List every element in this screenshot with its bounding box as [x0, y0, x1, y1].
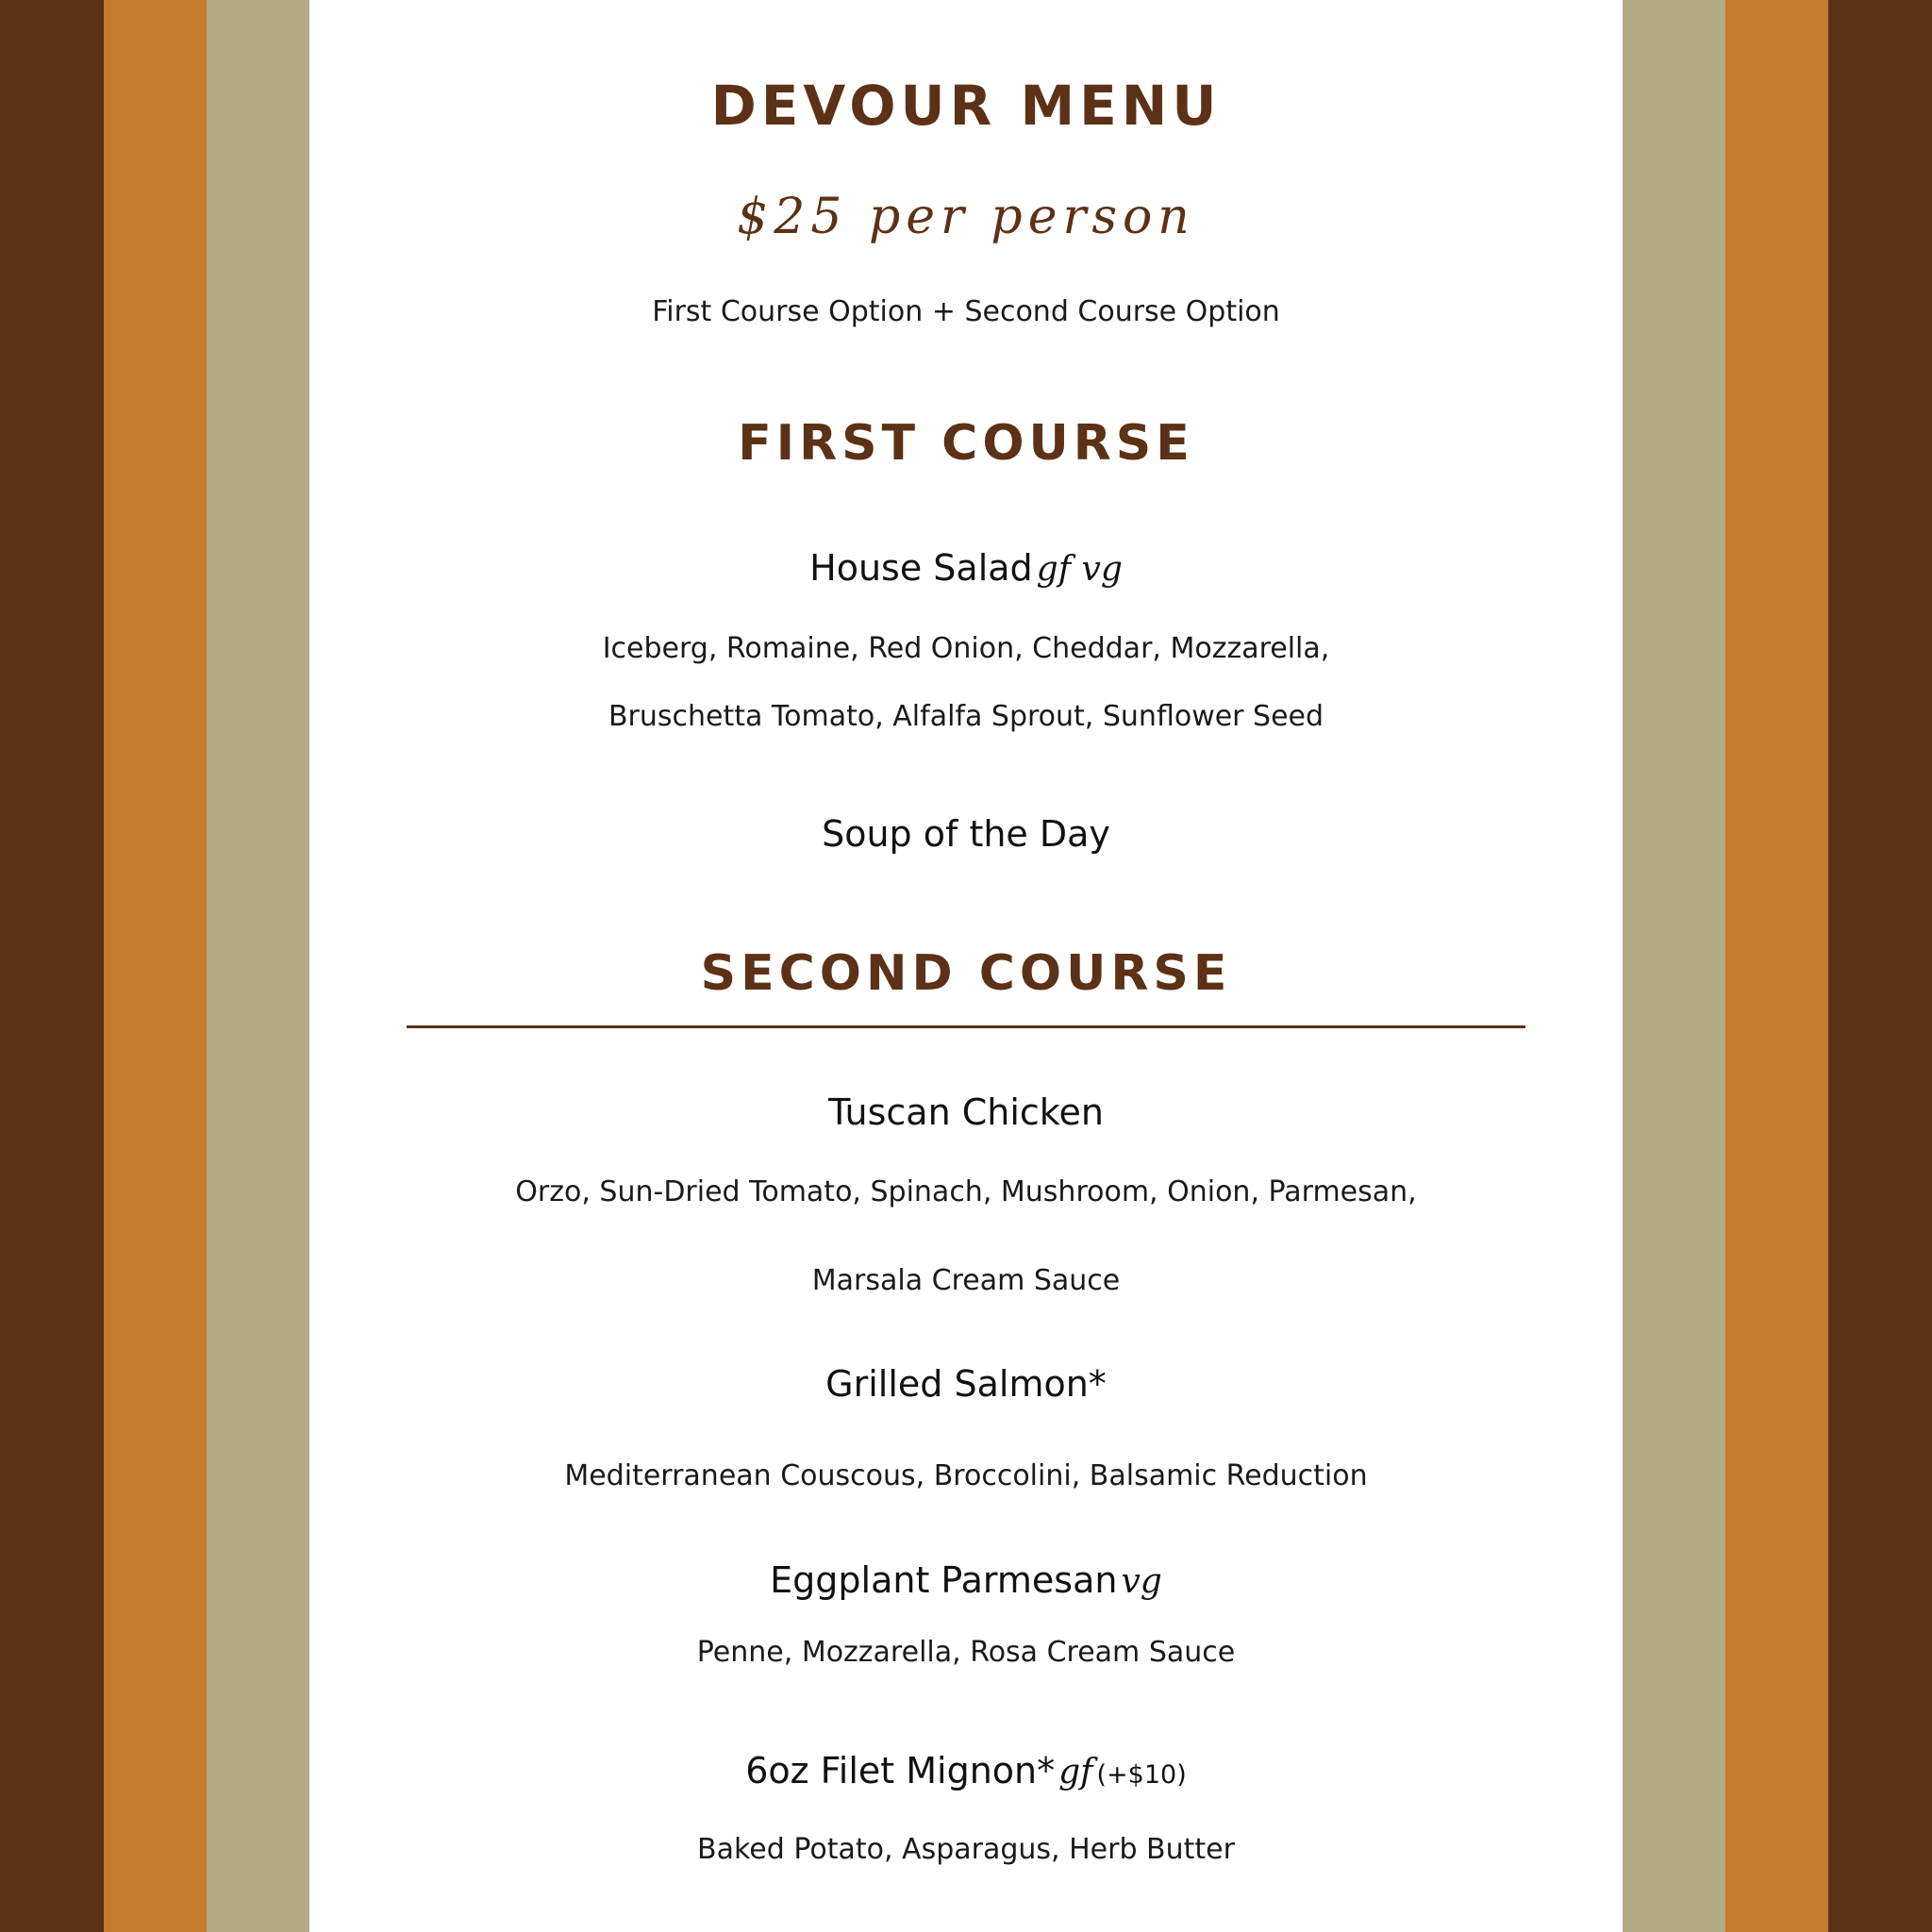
menu-title: DEVOUR MENU — [710, 74, 1222, 138]
menu-content — [309, 0, 1623, 1932]
menu-item-house-salad — [309, 547, 1623, 589]
left-khaki-stripe — [207, 0, 309, 1932]
item-name: Tuscan Chicken — [828, 1091, 1104, 1133]
item-description: Bruschetta Tomato, Alfalfa Sprout, Sunflower Seed — [608, 700, 1324, 733]
item-name: Grilled Salmon* — [825, 1363, 1107, 1405]
menu-item-filet-mignon — [309, 1750, 1623, 1791]
menu-item-tuscan-chicken — [309, 1091, 1623, 1133]
second-course-heading: SECOND COURSE — [700, 945, 1232, 1002]
price-surcharge: (+$10) — [1096, 1760, 1187, 1790]
left-dark-stripe — [0, 0, 104, 1932]
item-name: House Salad — [809, 547, 1033, 589]
item-description: Penne, Mozzarella, Rosa Cream Sauce — [696, 1636, 1236, 1669]
first-course-heading: FIRST COURSE — [738, 415, 1194, 472]
item-name: Soup of the Day — [822, 813, 1110, 855]
item-name: Eggplant Parmesan — [770, 1559, 1118, 1601]
right-orange-stripe — [1725, 0, 1828, 1932]
section-divider — [407, 1025, 1525, 1028]
right-dark-stripe — [1828, 0, 1932, 1932]
item-name: 6oz Filet Mignon* — [745, 1750, 1056, 1791]
course-structure-note: First Course Option + Second Course Option — [652, 295, 1280, 328]
item-description: Iceberg, Romaine, Red Onion, Cheddar, Mozzarella, — [602, 632, 1330, 665]
price-per-person: $25 per person — [737, 189, 1195, 245]
menu-item-eggplant-parmesan — [309, 1559, 1623, 1601]
dietary-tags: vg — [1121, 1562, 1162, 1601]
dietary-tags: gf vg — [1036, 550, 1123, 589]
left-orange-stripe — [104, 0, 207, 1932]
menu-item-grilled-salmon — [309, 1363, 1623, 1405]
dietary-tags: gf — [1058, 1753, 1093, 1791]
item-description: Mediterranean Couscous, Broccolini, Balsamic Reduction — [564, 1459, 1368, 1492]
item-description: Marsala Cream Sauce — [811, 1264, 1121, 1297]
menu-item-soup-of-the-day — [309, 813, 1623, 855]
right-khaki-stripe — [1623, 0, 1725, 1932]
item-description: Baked Potato, Asparagus, Herb Butter — [697, 1833, 1235, 1866]
item-description: Orzo, Sun-Dried Tomato, Spinach, Mushroom, Onion, Parmesan, — [515, 1175, 1417, 1208]
